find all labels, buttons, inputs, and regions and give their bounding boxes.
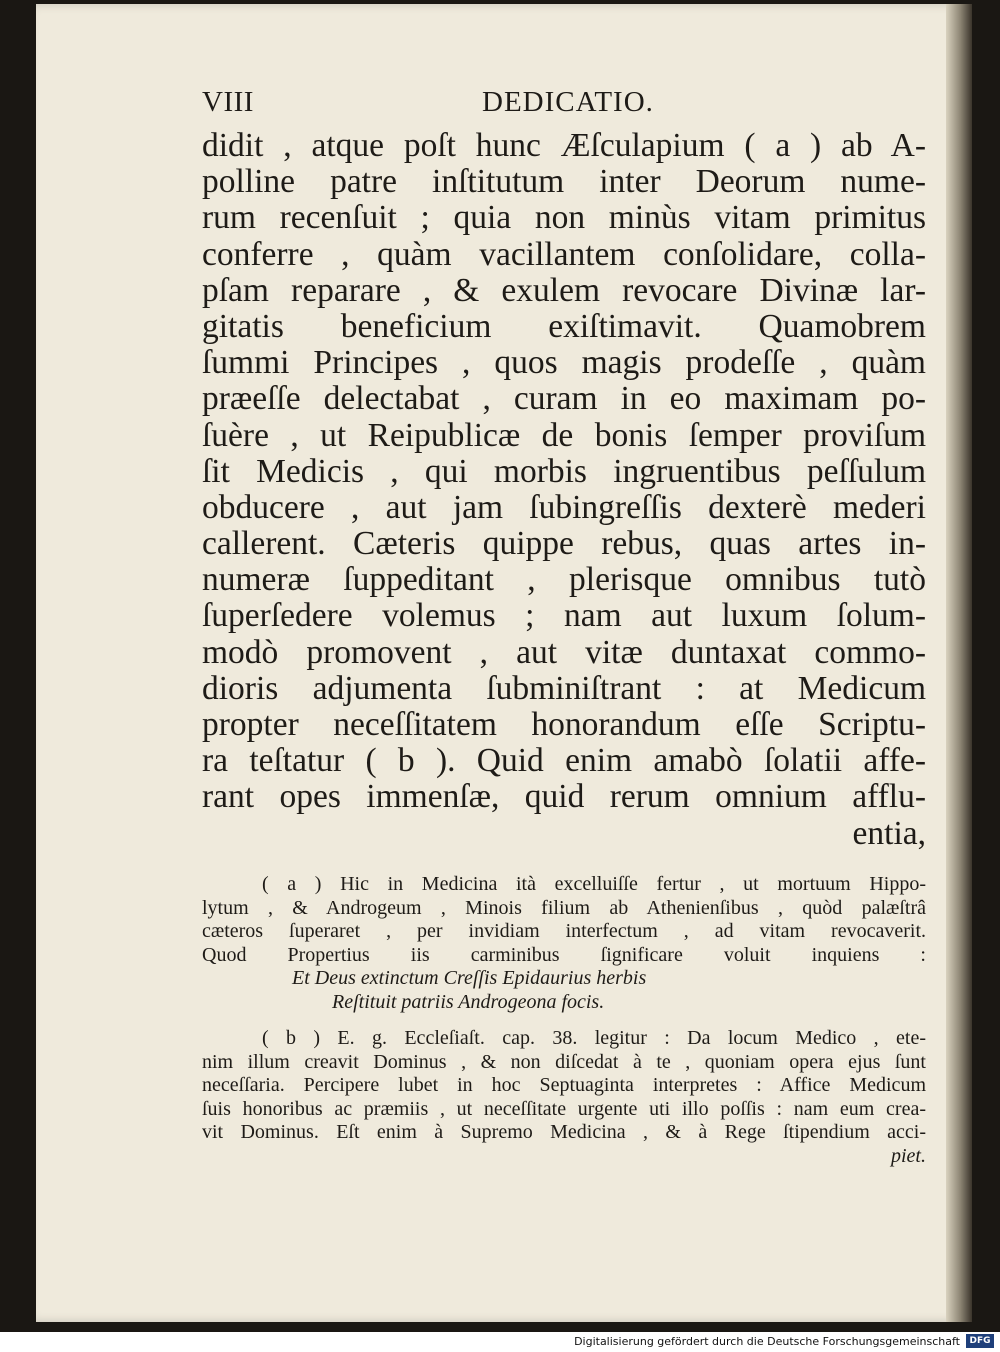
footnote-gap: [202, 1014, 926, 1027]
text-line: pſam reparare , & exulem revocare Divinæ lar-: [202, 271, 926, 309]
text-line: præeſſe delectabat , curam in eo maximam po-: [202, 380, 926, 418]
funding-credit: Digitalisierung gefördert durch die Deutsche Forschungsgemeinschaft: [574, 1335, 960, 1348]
text-line: obducere , aut jam ſubingreſſis dexterè mederi: [202, 488, 926, 526]
text-line: numeræ ſuppeditant , plerisque omnibus tutò: [202, 561, 926, 599]
text-line: polline patre inſtitutum inter Deorum nume-: [202, 163, 926, 201]
footnote-line: ſuis honoribus ac præmiis , ut neceſſitate urgente uti illo poſſis : nam eum crea-: [202, 1097, 926, 1120]
text-line: callerent. Cæteris quippe rebus, quas artes in-: [202, 525, 926, 563]
footnote-line: Quod Propertius iis carminibus ſignificare voluit inquiens :: [202, 943, 926, 966]
text-line: gitatis beneficium exiſtimavit. Quamobrem: [202, 307, 926, 345]
footnote-line: piet.: [891, 1144, 926, 1167]
text-line: didit , atque poſt hunc Æſculapium ( a ) ab A-: [202, 127, 926, 164]
footnote-line: lytum , & Androgeum , Minois filium ab Athenienſibus , quòd palæſtrâ: [202, 896, 926, 919]
text-line: dioris adjumenta ſubminiſtrant : at Medicum: [202, 669, 926, 707]
text-line: ſuère , ut Reipublicæ de bonis ſemper proviſum: [202, 416, 926, 454]
footnote-line: neceſſaria. Percipere lubet in hoc Septuaginta interpretes : Affice Medicum: [202, 1074, 926, 1096]
text-line: propter neceſſitatem honorandum eſſe Scriptu-: [202, 706, 926, 743]
text-line: conferre , quàm vacillantem conſolidare, colla-: [202, 235, 926, 273]
footnote-a: [202, 873, 926, 1014]
text-line: rum recenſuit ; quia non minùs vitam primitus: [202, 199, 926, 237]
footnote-line: ( b ) E. g. Eccleſiaſt. cap. 38. legitur : Da locum Medico , ete-: [262, 1027, 926, 1049]
page-binding-shadow: [946, 4, 972, 1322]
verse-line: Et Deus extinctum Creſſis Epidaurius herbis: [292, 967, 647, 989]
text-line: ſit Medicis , qui morbis ingruentibus peſſulum: [202, 452, 926, 490]
dfg-logo-icon: DFG: [966, 1334, 994, 1348]
footnote-line: nim illum creavit Dominus , & non diſcedat à te , quoniam opera ejus ſunt: [202, 1050, 926, 1073]
footnote-line: cæteros ſuperaret , per invidiam interfectum , ad vitam revocaverit.: [202, 920, 926, 942]
running-title: DEDICATIO.: [482, 86, 654, 118]
footnote-b: [202, 1027, 926, 1168]
text-line: ſummi Principes , quos magis prodeſſe , quàm: [202, 344, 926, 382]
text-line: ra teſtatur ( b ). Quid enim amabò ſolatii affe-: [202, 742, 926, 780]
text-line: modò promovent , aut vitæ duntaxat commo-: [202, 633, 926, 671]
footnotes: [202, 873, 926, 1168]
footnote-line: vit Dominus. Eſt enim à Supremo Medicina , & à Rege ſtipendium acci-: [202, 1121, 926, 1143]
footnote-line: ( a ) Hic in Medicina ità excelluiſſe fertur , ut mortuum Hippo-: [262, 873, 926, 895]
page-number: VIII: [202, 86, 254, 118]
catchword: entia,: [852, 814, 926, 852]
text-line: rant opes immenſæ, quid rerum omnium afflu-: [202, 778, 926, 816]
text-line: ſuperſedere volemus ; nam aut luxum ſolum-: [202, 597, 926, 635]
main-text-block: [202, 128, 926, 852]
digitization-footer: [0, 1332, 1000, 1352]
verse-line: Reſtituit patriis Androgeona focis.: [332, 990, 605, 1013]
running-header: [202, 86, 932, 126]
